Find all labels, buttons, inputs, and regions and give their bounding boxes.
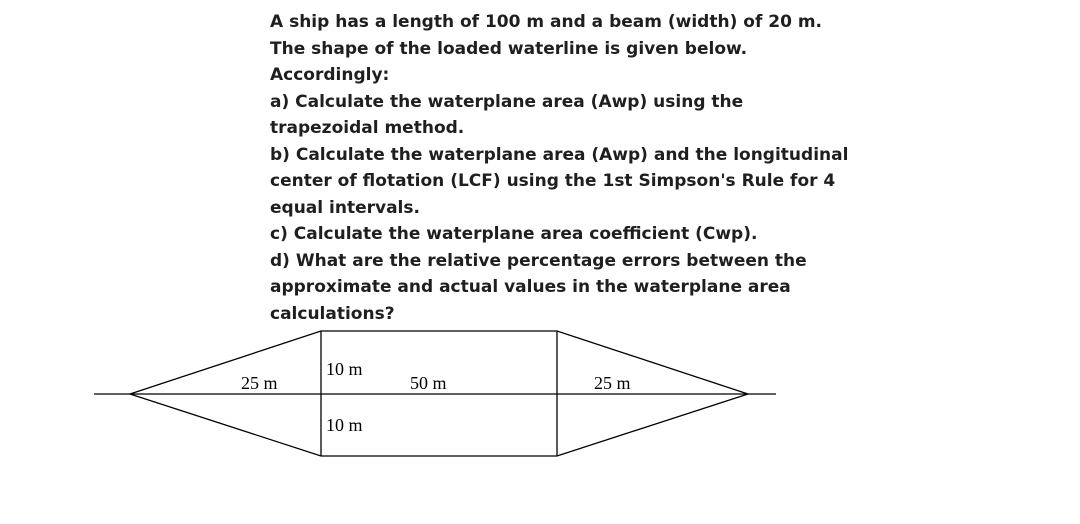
question-part-d: d) What are the relative percentage errors between the (270, 250, 807, 271)
question-line-3: Accordingly: (270, 65, 390, 85)
question-part-a: a) Calculate the waterplane area (Awp) using the (270, 91, 744, 112)
question-part-b-cont-1: center of flotation (LCF) using the 1st Simpson's Rule for 4 (270, 171, 836, 191)
question-line-2: The shape of the loaded waterline is given below. (270, 38, 748, 59)
lower-half-beam-label: 10 m (326, 415, 363, 435)
question-part-d-cont-1: approximate and actual values in the waterplane area (270, 277, 791, 297)
right-length-label: 25 m (594, 373, 631, 393)
question-part-a-cont: trapezoidal method. (270, 118, 465, 138)
upper-half-beam-label: 10 m (326, 359, 363, 379)
question-part-b: b) Calculate the waterplane area (Awp) and the longitudinal (270, 144, 849, 165)
mid-length-label: 50 m (410, 373, 447, 393)
question-part-d-cont-2: calculations? (270, 303, 395, 324)
question-part-c: c) Calculate the waterplane area coefficient (Cwp). (270, 224, 758, 244)
question-part-b-cont-2: equal intervals. (270, 197, 420, 218)
question-line-1: A ship has a length of 100 m and a beam (width) of 20 m. (270, 12, 823, 32)
left-length-label: 25 m (241, 373, 278, 393)
